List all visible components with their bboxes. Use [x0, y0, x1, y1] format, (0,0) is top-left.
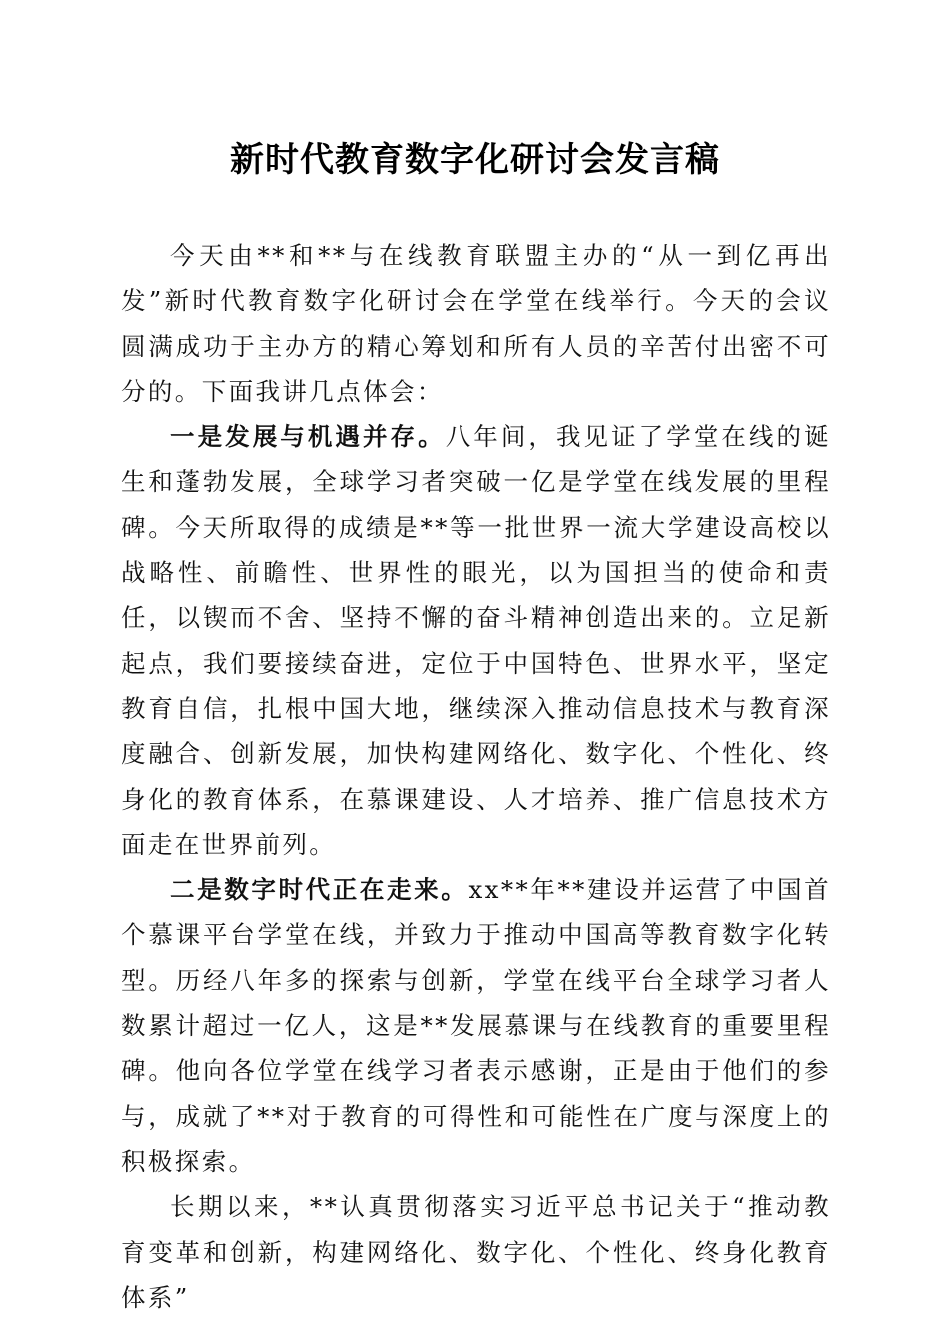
paragraph-point-two-lead: 二是数字时代正在走来。 — [170, 875, 469, 905]
paragraph-long-term — [121, 1184, 831, 1320]
paragraph-point-one — [121, 414, 831, 867]
paragraph-intro — [121, 233, 831, 414]
paragraph-long-term-text: 长期以来，**认真贯彻落实习近平总书记关于“推动教育变革和创新，构建网络化、数字化、个性化、终身化教育体系” — [121, 1192, 831, 1312]
paragraph-point-two — [121, 867, 831, 1184]
paragraph-point-one-lead: 一是发展与机遇并存。 — [170, 422, 446, 452]
paragraph-intro-text: 今天由**和**与在线教育联盟主办的“从一到亿再出发”新时代教育数字化研讨会在学堂在线举行。今天的会议圆满成功于主办方的精心筹划和所有人员的辛苦付出密不可分的。下面我讲几点体会： — [121, 241, 831, 406]
document-title: 新时代教育数字化研讨会发言稿 — [230, 140, 720, 180]
paragraph-point-one-text: 八年间，我见证了学堂在线的诞生和蓬勃发展，全球学习者突破一亿是学堂在线发展的里程碑。今天所取得的成绩是**等一批世界一流大学建设高校以战略性、前瞻性、世界性的眼光，以为国担当的使命和责任，以锲而不舍、坚持不懈的奋斗精神创造出来的。立足新起点，我们要接续奋进，定位于中国特色、世界水平，坚定教育自信，扎根中国大地，继续深入推动信息技术与教育深度融合、创新发展，加快构建网络化、数字化、个性化、终身化的教育体系，在慕课建设、人才培养、推广信息技术方面走在世界前列。 — [121, 422, 832, 859]
document-body — [121, 233, 831, 1320]
paragraph-point-two-text: xx**年**建设并运营了中国首个慕课平台学堂在线，并致力于推动中国高等教育数字化转型。历经八年多的探索与创新，学堂在线平台全球学习者人数累计超过一亿人，这是**发展慕课与在线教育的重要里程碑。他向各位学堂在线学习者表示感谢，正是由于他们的参与，成就了**对于教育的可得性和可能性在广度与深度上的积极探索。 — [121, 875, 831, 1176]
